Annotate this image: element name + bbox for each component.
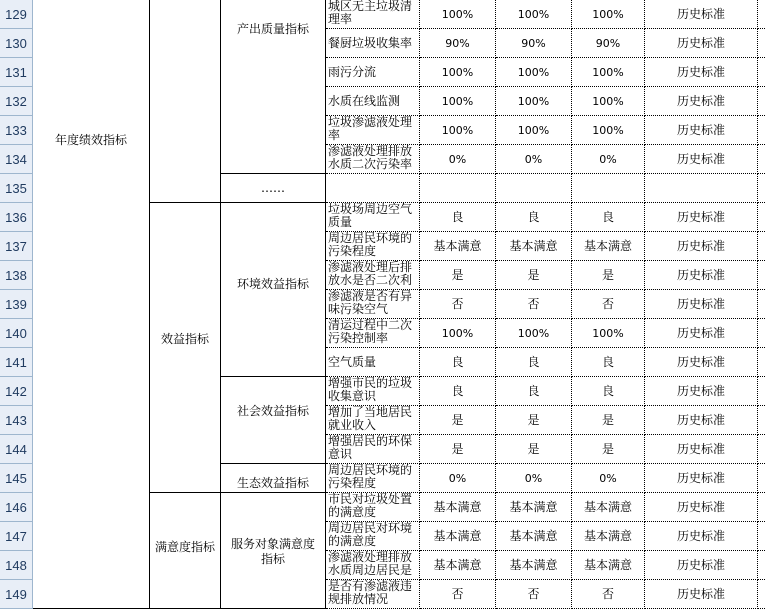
standard-cell[interactable]: 历史标准 <box>645 522 758 551</box>
standard-cell[interactable]: 历史标准 <box>645 145 758 174</box>
value-cell[interactable]: 100% <box>496 58 572 87</box>
indicator-cell[interactable]: 周边居民对环境的满意度 <box>326 522 420 551</box>
standard-cell[interactable]: 历史标准 <box>645 0 758 29</box>
merged-cell-service-satisfaction[interactable]: 服务对象满意度指标 <box>221 493 326 609</box>
blank-cell[interactable] <box>758 522 765 551</box>
indicator-cell[interactable]: 增强市民的垃圾收集意识 <box>326 377 420 406</box>
value-cell[interactable]: 良 <box>420 377 496 406</box>
blank-cell[interactable] <box>758 406 765 435</box>
row-header[interactable]: 130 <box>0 29 33 58</box>
blank-cell[interactable] <box>758 348 765 377</box>
blank-cell[interactable] <box>758 0 765 29</box>
row-header[interactable]: 131 <box>0 58 33 87</box>
value-cell[interactable]: 0% <box>420 464 496 493</box>
standard-cell[interactable]: 历史标准 <box>645 551 758 580</box>
standard-cell[interactable]: 历史标准 <box>645 203 758 232</box>
standard-cell[interactable]: 历史标准 <box>645 58 758 87</box>
blank-cell[interactable] <box>758 464 765 493</box>
row-header[interactable]: 135 <box>0 174 33 203</box>
indicator-cell[interactable]: 渗滤液处理排放水质二次污染率 <box>326 145 420 174</box>
blank-cell[interactable] <box>758 319 765 348</box>
value-cell[interactable]: 基本满意 <box>420 551 496 580</box>
value-cell[interactable]: 是 <box>420 261 496 290</box>
value-cell[interactable]: 0% <box>572 464 645 493</box>
merged-cell-output-quality[interactable]: 产出质量指标 <box>221 0 326 174</box>
blank-cell[interactable] <box>758 29 765 58</box>
row-header[interactable]: 129 <box>0 0 33 29</box>
row-header[interactable]: 143 <box>0 406 33 435</box>
indicator-cell[interactable]: 水质在线监测 <box>326 87 420 116</box>
value-cell[interactable]: 基本满意 <box>496 522 572 551</box>
row-header[interactable]: 139 <box>0 290 33 319</box>
value-cell[interactable]: 基本满意 <box>496 493 572 522</box>
row-header[interactable]: 144 <box>0 435 33 464</box>
value-cell[interactable]: 基本满意 <box>496 232 572 261</box>
value-cell[interactable]: 基本满意 <box>420 522 496 551</box>
value-cell[interactable]: 是 <box>572 435 645 464</box>
standard-cell[interactable]: 历史标准 <box>645 232 758 261</box>
value-cell[interactable]: 100% <box>572 116 645 145</box>
value-cell[interactable]: 100% <box>572 0 645 29</box>
value-cell[interactable]: 良 <box>572 348 645 377</box>
standard-cell[interactable]: 历史标准 <box>645 377 758 406</box>
standard-cell[interactable]: 历史标准 <box>645 493 758 522</box>
value-cell[interactable]: 否 <box>496 580 572 609</box>
value-cell[interactable]: 100% <box>420 319 496 348</box>
merged-cell-social-benefit[interactable]: 社会效益指标 <box>221 377 326 464</box>
row-header[interactable]: 132 <box>0 87 33 116</box>
value-cell[interactable]: 是 <box>572 406 645 435</box>
row-header[interactable]: 145 <box>0 464 33 493</box>
blank-cell[interactable] <box>758 435 765 464</box>
value-cell[interactable]: 基本满意 <box>572 232 645 261</box>
row-header[interactable]: 137 <box>0 232 33 261</box>
value-cell[interactable]: 基本满意 <box>420 493 496 522</box>
blank-cell[interactable] <box>758 377 765 406</box>
value-cell[interactable]: 0% <box>420 145 496 174</box>
standard-cell[interactable]: 历史标准 <box>645 290 758 319</box>
blank-cell[interactable] <box>758 87 765 116</box>
value-cell[interactable]: 100% <box>420 87 496 116</box>
blank-cell[interactable] <box>758 551 765 580</box>
row-header[interactable]: 149 <box>0 580 33 609</box>
value-cell[interactable]: 否 <box>420 580 496 609</box>
value-cell[interactable]: 良 <box>496 377 572 406</box>
value-cell[interactable]: 良 <box>420 203 496 232</box>
value-cell[interactable] <box>572 174 645 203</box>
standard-cell[interactable] <box>645 174 758 203</box>
merged-cell-ellipsis[interactable]: …… <box>221 174 326 203</box>
standard-cell[interactable]: 历史标准 <box>645 261 758 290</box>
merged-cell-output-blank[interactable] <box>150 0 221 203</box>
merged-cell-eco-benefit[interactable]: 生态效益指标 <box>221 464 326 493</box>
value-cell[interactable]: 90% <box>420 29 496 58</box>
indicator-cell[interactable]: 增强居民的环保意识 <box>326 435 420 464</box>
indicator-cell[interactable]: 渗滤液处理后排放水是否二次利 <box>326 261 420 290</box>
value-cell[interactable]: 良 <box>420 348 496 377</box>
blank-cell[interactable] <box>758 145 765 174</box>
indicator-cell[interactable]: 市民对垃圾处置的满意度 <box>326 493 420 522</box>
standard-cell[interactable]: 历史标准 <box>645 406 758 435</box>
value-cell[interactable]: 100% <box>420 58 496 87</box>
value-cell[interactable]: 否 <box>420 290 496 319</box>
row-header[interactable]: 148 <box>0 551 33 580</box>
value-cell[interactable]: 良 <box>496 348 572 377</box>
value-cell[interactable]: 良 <box>496 203 572 232</box>
merged-cell-satisfaction[interactable]: 满意度指标 <box>150 493 221 609</box>
value-cell[interactable]: 基本满意 <box>572 522 645 551</box>
indicator-cell[interactable] <box>326 174 420 203</box>
row-header[interactable]: 147 <box>0 522 33 551</box>
value-cell[interactable]: 基本满意 <box>496 551 572 580</box>
indicator-cell[interactable]: 增加了当地居民就业收入 <box>326 406 420 435</box>
blank-cell[interactable] <box>758 232 765 261</box>
row-header[interactable]: 133 <box>0 116 33 145</box>
value-cell[interactable]: 90% <box>572 29 645 58</box>
value-cell[interactable]: 100% <box>420 0 496 29</box>
value-cell[interactable]: 90% <box>496 29 572 58</box>
value-cell[interactable]: 是 <box>496 261 572 290</box>
merged-cell-annual-performance[interactable]: 年度绩效指标 <box>33 0 150 609</box>
blank-cell[interactable] <box>758 116 765 145</box>
indicator-cell[interactable]: 垃圾渗滤液处理率 <box>326 116 420 145</box>
value-cell[interactable]: 100% <box>572 58 645 87</box>
value-cell[interactable]: 0% <box>496 145 572 174</box>
value-cell[interactable] <box>420 174 496 203</box>
indicator-cell[interactable]: 城区无主垃圾清理率 <box>326 0 420 29</box>
value-cell[interactable]: 是 <box>496 406 572 435</box>
row-header[interactable]: 136 <box>0 203 33 232</box>
merged-cell-env-benefit[interactable]: 环境效益指标 <box>221 203 326 377</box>
standard-cell[interactable]: 历史标准 <box>645 116 758 145</box>
value-cell[interactable]: 否 <box>572 290 645 319</box>
merged-cell-benefit[interactable]: 效益指标 <box>150 203 221 493</box>
blank-cell[interactable] <box>758 58 765 87</box>
value-cell[interactable]: 100% <box>572 319 645 348</box>
indicator-cell[interactable]: 周边居民环境的污染程度 <box>326 232 420 261</box>
indicator-cell[interactable]: 空气质量 <box>326 348 420 377</box>
row-header[interactable]: 141 <box>0 348 33 377</box>
value-cell[interactable]: 100% <box>496 87 572 116</box>
standard-cell[interactable]: 历史标准 <box>645 87 758 116</box>
value-cell[interactable]: 基本满意 <box>572 493 645 522</box>
standard-cell[interactable]: 历史标准 <box>645 464 758 493</box>
row-header[interactable]: 146 <box>0 493 33 522</box>
indicator-cell[interactable]: 餐厨垃圾收集率 <box>326 29 420 58</box>
blank-cell[interactable] <box>758 493 765 522</box>
standard-cell[interactable]: 历史标准 <box>645 29 758 58</box>
value-cell[interactable]: 否 <box>572 580 645 609</box>
standard-cell[interactable]: 历史标准 <box>645 580 758 609</box>
value-cell[interactable]: 基本满意 <box>420 232 496 261</box>
blank-cell[interactable] <box>758 580 765 609</box>
blank-cell[interactable] <box>758 174 765 203</box>
value-cell[interactable]: 基本满意 <box>572 551 645 580</box>
row-header[interactable]: 138 <box>0 261 33 290</box>
row-header[interactable]: 140 <box>0 319 33 348</box>
value-cell[interactable]: 100% <box>420 116 496 145</box>
indicator-cell[interactable]: 垃圾场周边空气质量 <box>326 203 420 232</box>
indicator-cell[interactable]: 周边居民环境的污染程度 <box>326 464 420 493</box>
standard-cell[interactable]: 历史标准 <box>645 348 758 377</box>
row-header[interactable]: 142 <box>0 377 33 406</box>
value-cell[interactable]: 100% <box>496 319 572 348</box>
indicator-cell[interactable]: 渗滤液处理排放水质周边居民是 <box>326 551 420 580</box>
blank-cell[interactable] <box>758 261 765 290</box>
indicator-cell[interactable]: 渗滤液是否有异味污染空气 <box>326 290 420 319</box>
value-cell[interactable]: 0% <box>496 464 572 493</box>
value-cell[interactable]: 良 <box>572 203 645 232</box>
value-cell[interactable]: 100% <box>496 116 572 145</box>
value-cell[interactable]: 是 <box>496 435 572 464</box>
value-cell[interactable]: 100% <box>496 0 572 29</box>
value-cell[interactable]: 是 <box>572 261 645 290</box>
value-cell[interactable]: 否 <box>496 290 572 319</box>
indicator-cell[interactable]: 是否有渗滤液违规排放情况 <box>326 580 420 609</box>
value-cell[interactable]: 良 <box>572 377 645 406</box>
indicator-cell[interactable]: 清运过程中二次污染控制率 <box>326 319 420 348</box>
value-cell[interactable]: 是 <box>420 435 496 464</box>
blank-cell[interactable] <box>758 203 765 232</box>
value-cell[interactable]: 0% <box>572 145 645 174</box>
standard-cell[interactable]: 历史标准 <box>645 435 758 464</box>
row-header[interactable]: 134 <box>0 145 33 174</box>
blank-cell[interactable] <box>758 290 765 319</box>
value-cell[interactable]: 是 <box>420 406 496 435</box>
indicator-cell[interactable]: 雨污分流 <box>326 58 420 87</box>
value-cell[interactable] <box>496 174 572 203</box>
value-cell[interactable]: 100% <box>572 87 645 116</box>
standard-cell[interactable]: 历史标准 <box>645 319 758 348</box>
